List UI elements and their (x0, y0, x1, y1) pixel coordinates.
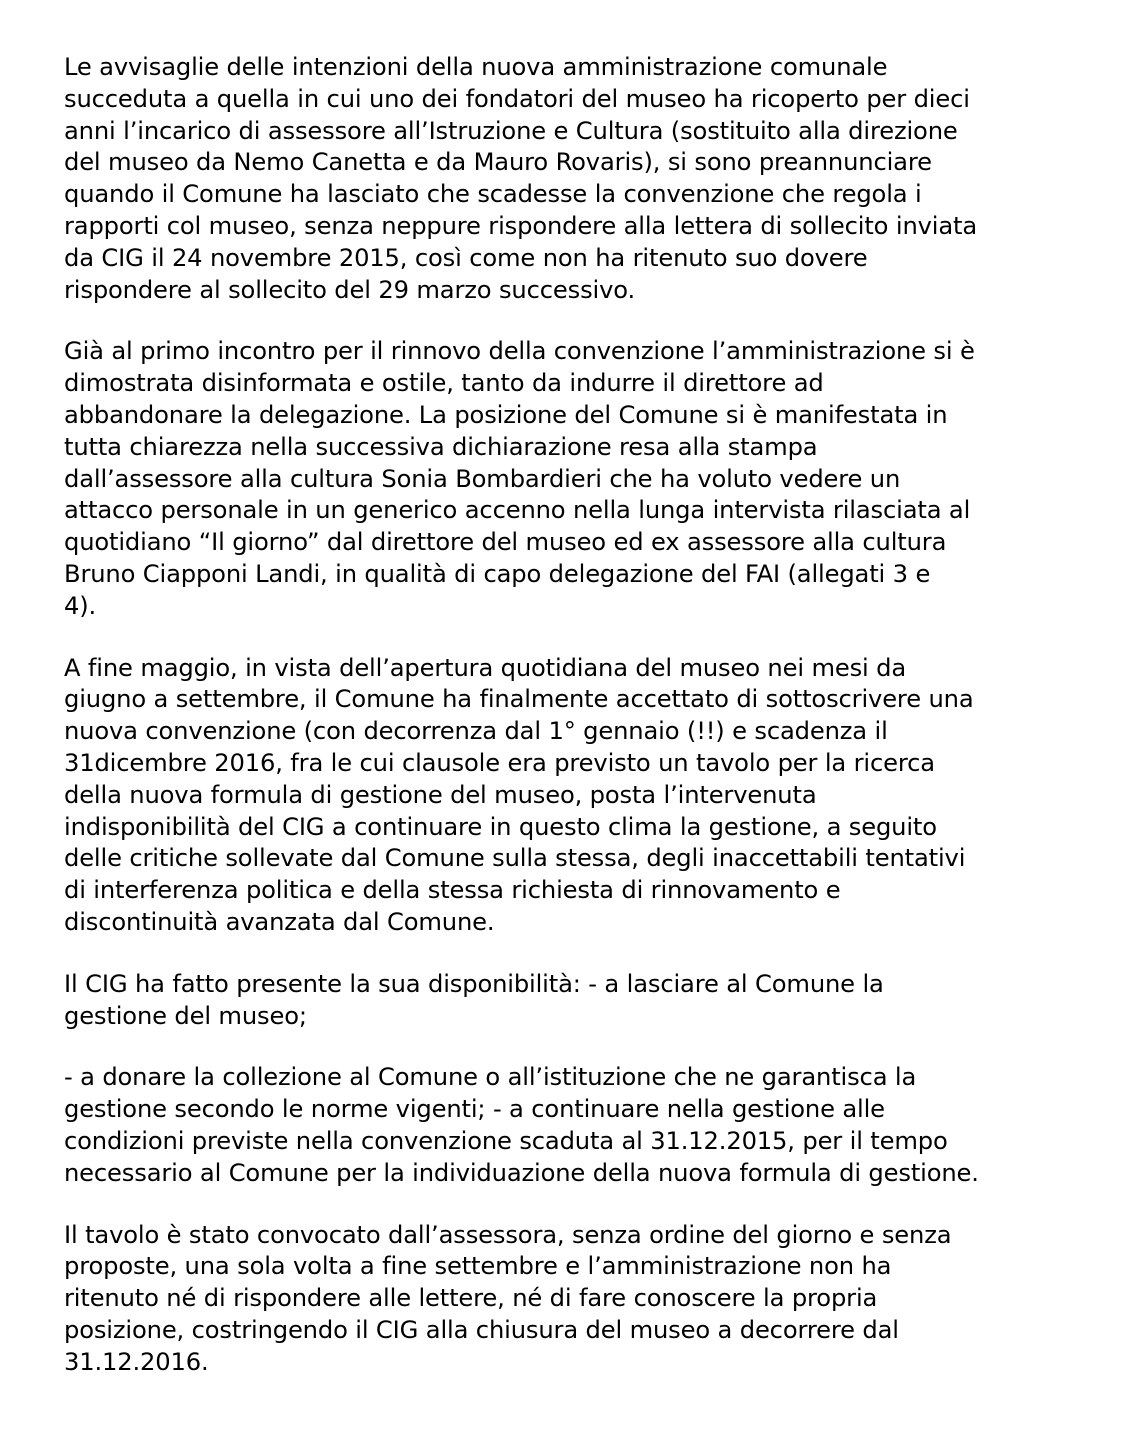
text-line: ritenuto né di rispondere alle lettere, né di fare conoscere la propria (64, 1284, 878, 1313)
paragraph-6 (64, 1220, 1104, 1379)
text-line: necessario al Comune per la individuazione della nuova formula di gestione. (64, 1158, 979, 1187)
text-line: discontinuità avanzata dal Comune. (64, 907, 495, 936)
text-line: rispondere al sollecito del 29 marzo successivo. (64, 275, 636, 304)
text-line: Il CIG ha fatto presente la sua disponibilità: - a lasciare al Comune la (64, 969, 884, 998)
text-line: A fine maggio, in vista dell’apertura quotidiana del museo nei mesi da (64, 653, 907, 682)
text-line: Le avvisaglie delle intenzioni della nuova amministrazione comunale (64, 53, 888, 81)
text-line: gestione del museo; (64, 1001, 307, 1030)
text-line: - a donare la collezione al Comune o all’istituzione che ne garantisca la (64, 1063, 917, 1092)
text-line: quando il Comune ha lasciato che scadesse la convenzione che regola i (64, 180, 922, 209)
text-line: 31.12.2016. (64, 1347, 209, 1376)
text-line: di interferenza politica e della stessa richiesta di rinnovamento e (64, 876, 841, 905)
text-line: Bruno Ciapponi Landi, in qualità di capo delegazione del FAI (allegati 3 e (64, 559, 931, 588)
text-line: condizioni previste nella convenzione scaduta al 31.12.2015, per il tempo (64, 1126, 948, 1155)
paragraph-4 (64, 969, 1104, 1033)
text-line: succeduta a quella in cui uno dei fondatori del museo ha ricoperto per dieci (64, 84, 970, 113)
text-line: abbandonare la delegazione. La posizione del Comune si è manifestata in (64, 400, 948, 429)
paragraph-1 (64, 52, 1104, 306)
text-line: nuova convenzione (con decorrenza dal 1° gennaio (!!) e scadenza il (64, 717, 888, 746)
paragraph-5 (64, 1062, 1104, 1189)
text-line: tutta chiarezza nella successiva dichiarazione resa alla stampa (64, 432, 818, 461)
text-line: da CIG il 24 novembre 2015, così come non ha ritenuto suo dovere (64, 243, 868, 272)
text-line: giugno a settembre, il Comune ha finalmente accettato di sottoscrivere una (64, 685, 974, 714)
text-line: quotidiano “Il giorno” dal direttore del museo ed ex assessore alla cultura (64, 528, 947, 557)
text-line: attacco personale in un generico accenno nella lunga intervista rilasciata al (64, 496, 971, 525)
text-line: anni l’incarico di assessore all’Istruzione e Cultura (sostituito alla direzione (64, 116, 958, 145)
paragraph-2 (64, 336, 1104, 622)
text-line: del museo da Nemo Canetta e da Mauro Rovaris), si sono preannunciare (64, 148, 932, 177)
text-line: indisponibilità del CIG a continuare in questo clima la gestione, a seguito (64, 812, 937, 841)
text-line: delle critiche sollevate dal Comune sulla stessa, degli inaccettabili tentativi (64, 844, 966, 873)
text-line: 4). (64, 591, 97, 620)
text-line: proposte, una sola volta a fine settembre e l’amministrazione non ha (64, 1252, 892, 1281)
paragraph-3 (64, 653, 1104, 939)
text-line: 31dicembre 2016, fra le cui clausole era previsto un tavolo per la ricerca (64, 748, 935, 777)
document-page (64, 52, 1104, 1408)
text-line: rapporti col museo, senza neppure rispondere alla lettera di sollecito inviata (64, 211, 978, 240)
text-line: Già al primo incontro per il rinnovo della convenzione l’amministrazione si è (64, 337, 975, 366)
text-line: Il tavolo è stato convocato dall’assessora, senza ordine del giorno e senza (64, 1220, 952, 1249)
text-line: dall’assessore alla cultura Sonia Bombardieri che ha voluto vedere un (64, 464, 901, 493)
text-line: dimostrata disinformata e ostile, tanto da indurre il direttore ad (64, 369, 824, 398)
text-line: gestione secondo le norme vigenti; - a continuare nella gestione alle (64, 1095, 885, 1124)
text-line: posizione, costringendo il CIG alla chiusura del museo a decorrere dal (64, 1315, 899, 1344)
text-line: della nuova formula di gestione del museo, posta l’intervenuta (64, 780, 817, 809)
